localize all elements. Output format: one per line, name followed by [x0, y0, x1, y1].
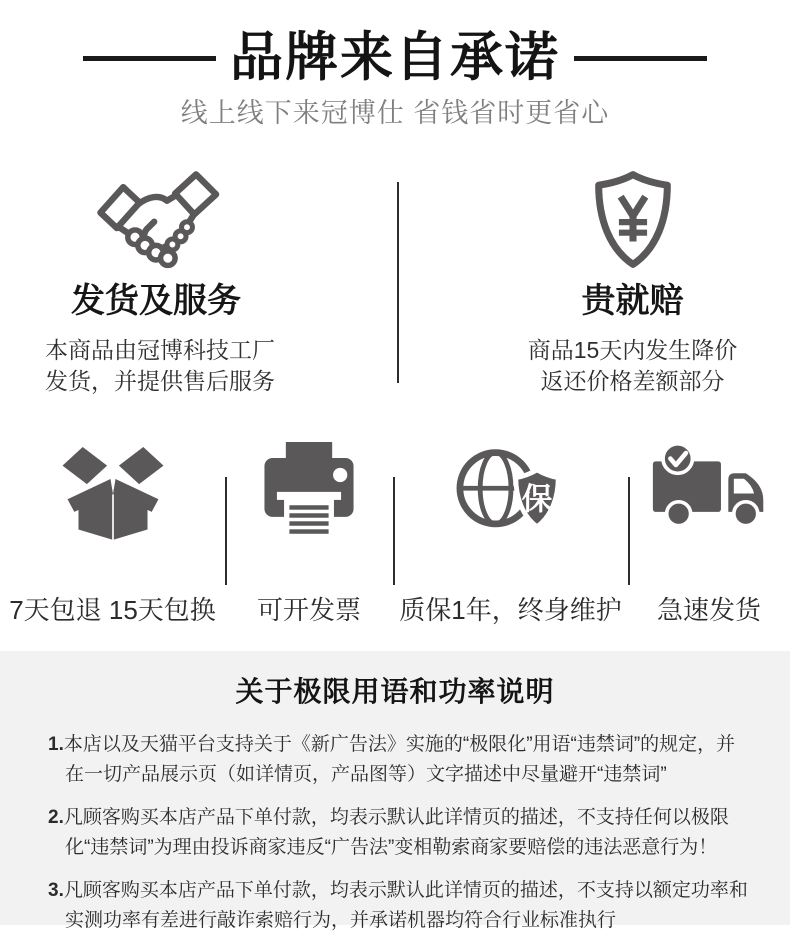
promise-price-title: 贵就赔: [581, 282, 684, 320]
disclaimer-item-1: [48, 730, 748, 790]
title-dash-right: [574, 56, 707, 61]
service-invoice-label: 可开发票: [256, 595, 361, 625]
service-warranty-label: 质保1年，终身维护: [399, 595, 622, 625]
disclaimer-item-2-text: 凡顾客购买本店产品下单付款，均表示默认此详情页的描述，不支持任何以极限化“违禁词”为理由投诉商家违反“广告法”变相勒索商家要赔偿的违法恶意行为！: [63, 807, 729, 858]
disclaimer-item-2-number: 2.: [48, 807, 64, 828]
promise-divider: [397, 182, 399, 383]
promise-price-desc: [475, 335, 790, 397]
disclaimer-section: [0, 651, 790, 931]
printer-icon: [225, 442, 393, 554]
disclaimer-heading: 关于极限用语和功率说明: [235, 676, 555, 707]
page-title: 品牌来自承诺: [230, 28, 560, 87]
promise-shipping-title: 发货及服务: [71, 282, 241, 320]
promise-shipping-desc-line1: 本商品由冠博科技工厂: [45, 337, 275, 363]
service-returns: [0, 442, 225, 626]
promise-price-desc-line2: 返还价格差额部分: [540, 368, 725, 394]
title-dash-left: [83, 56, 216, 61]
disclaimer-item-1-number: 1.: [48, 734, 64, 755]
promise-price-desc-line1: 商品15天内发生降价: [527, 337, 738, 363]
service-invoice: [225, 442, 393, 626]
guarantee-char: 保: [521, 481, 552, 517]
shield-yen-icon: [475, 168, 790, 270]
service-fast-shipping-label: 急速发货: [656, 595, 761, 625]
disclaimer-list: [48, 730, 748, 936]
disclaimer-item-3-number: 3.: [48, 880, 64, 901]
promise-shipping-desc: [0, 335, 312, 397]
service-warranty: [393, 442, 628, 626]
disclaimer-item-2: [48, 803, 748, 863]
globe-shield-icon: [393, 442, 628, 554]
truck-icon: [628, 442, 790, 554]
service-fast-shipping: [628, 442, 790, 626]
promise-shipping: [0, 168, 312, 397]
disclaimer-item-3: [48, 876, 748, 936]
promise-price-guarantee: [475, 168, 790, 397]
open-box-icon: [0, 442, 225, 554]
service-returns-label: 7天包退 15天包换: [9, 595, 216, 625]
page-title-row: [0, 26, 790, 90]
disclaimer-item-3-text: 凡顾客购买本店产品下单付款，均表示默认此详情页的描述，不支持以额定功率和实测功率有差进行敲诈索赔行为，并承诺机器均符合行业标准执行: [63, 880, 748, 931]
promise-shipping-desc-line2: 发货，并提供售后服务: [45, 368, 275, 394]
handshake-icon: [0, 168, 312, 270]
page-subtitle: 线上线下来冠博仕 省钱省时更省心: [180, 98, 610, 128]
disclaimer-item-1-text: 本店以及天猫平台支持关于《新广告法》实施的“极限化”用语“违禁词”的规定，并在一切产品展示页（如详情页，产品图等）文字描述中尽量避开“违禁词”: [63, 734, 736, 785]
